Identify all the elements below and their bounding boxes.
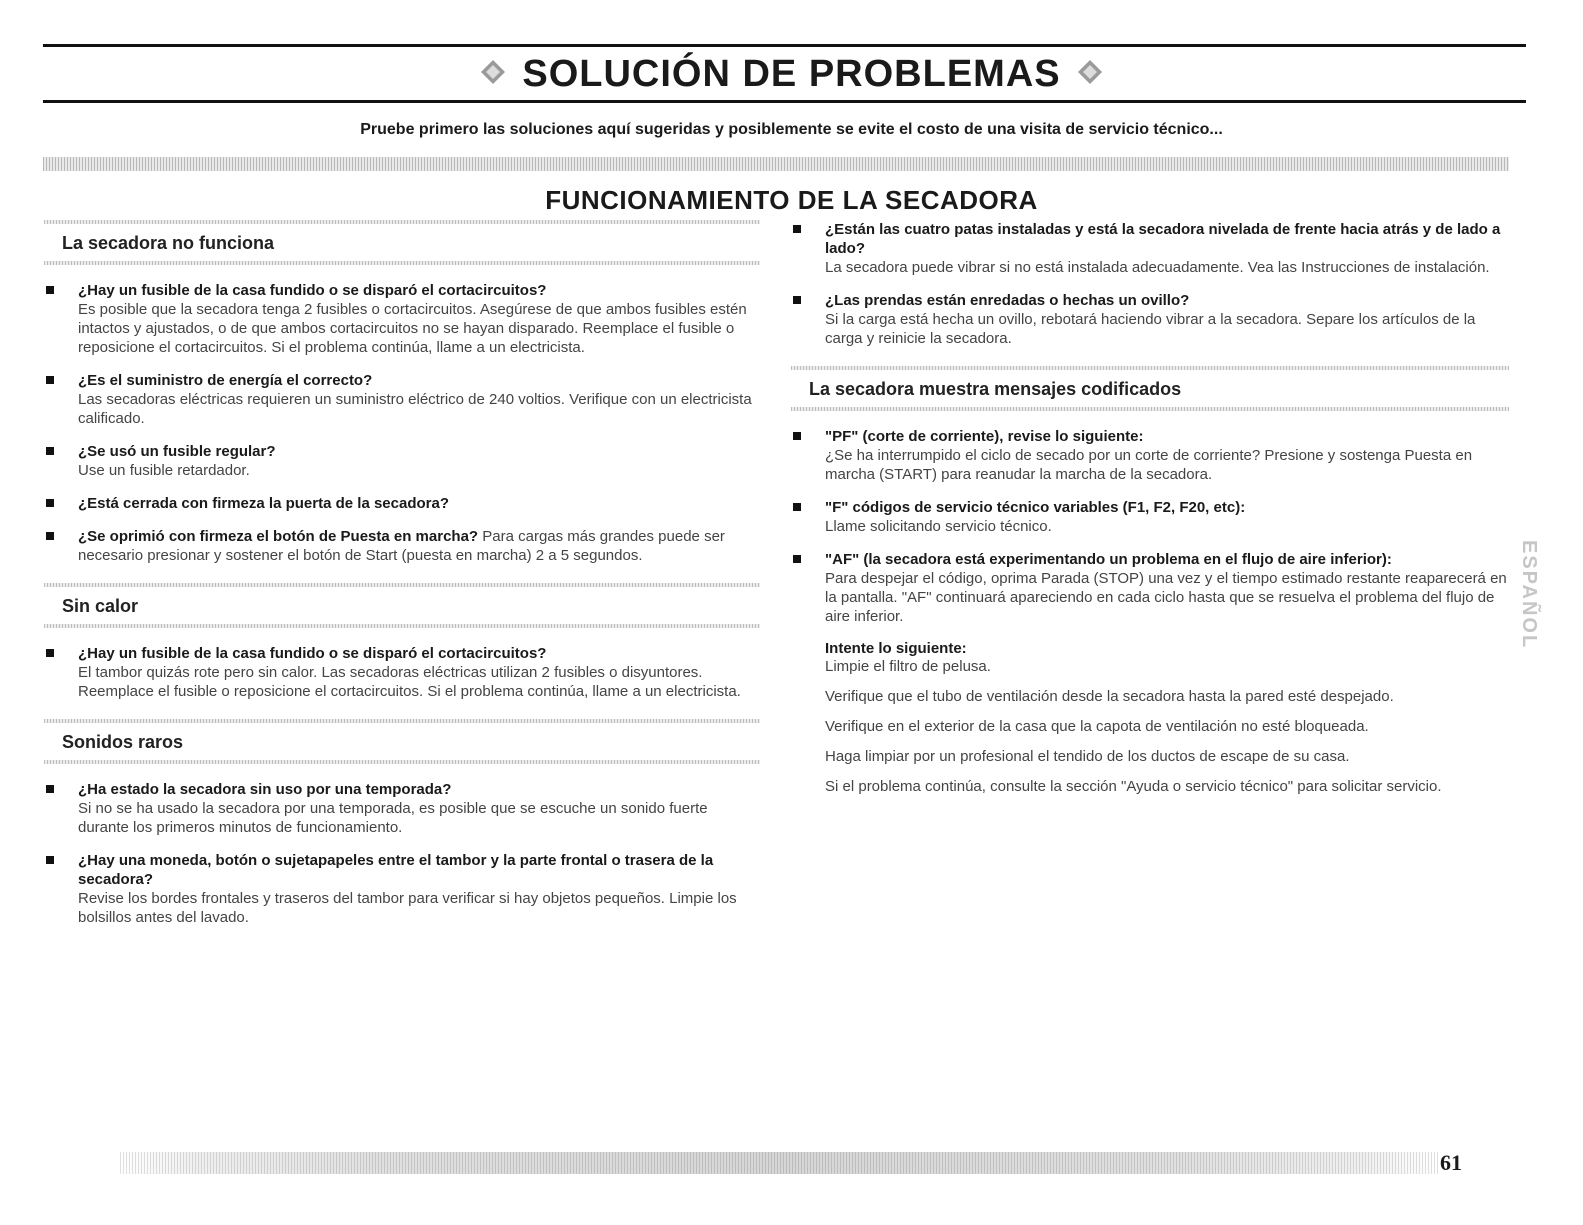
question: ¿Hay una moneda, botón o sujetapapeles entre el tambor y la parte frontal o trasera de la secadora? (78, 852, 714, 888)
bullet-square-icon (46, 649, 54, 657)
diamond-icon (1077, 59, 1103, 85)
bullet-square-icon (46, 499, 54, 507)
question: ¿Están las cuatro patas instaladas y está la secadora nivelada de frente hacia atrás y de lado a lado? (825, 221, 1501, 257)
try-item: Limpie el filtro de pelusa. (825, 658, 991, 675)
page-number: 61 (1440, 1150, 1462, 1175)
answer: Para despejar el código, oprima Parada (STOP) una vez y el tiempo estimado restante reaparecerá en la pantalla. "AF" continuará apareciendo en cada ciclo hasta que se resuelva el problema del flujo de aire inferior. (825, 570, 1507, 625)
page-subtitle: Pruebe primero las soluciones aquí sugeridas y posiblemente se evite el costo de una visita de servicio técnico... (360, 121, 1223, 138)
answer: Use un fusible retardador. (78, 462, 250, 479)
list-item (791, 498, 1509, 536)
bullet-square-icon (46, 376, 54, 384)
question (78, 527, 760, 565)
answer: ¿Se ha interrumpido el ciclo de secado por un corte de corriente? Presione y sostenga Puesta en marcha (START) para reanudar la marcha de la secadora. (825, 447, 1473, 483)
question: "AF" (la secadora está experimentando un problema en el flujo de aire inferior): (825, 551, 1392, 568)
question: "F" códigos de servicio técnico variables (F1, F2, F20, etc): (825, 499, 1246, 516)
side-language-label: ESPAÑOL (1518, 540, 1540, 650)
answer: El tambor quizás rote pero sin calor. Las secadoras eléctricas utilizan 2 fusibles o disyuntores. Reemplace el fusible o reposicione el cortacircuitos. Si el problema continúa, llame a un electricista. (78, 664, 741, 700)
bullet-square-icon (46, 286, 54, 294)
list-item (791, 220, 1509, 277)
list-item (44, 851, 760, 927)
try-heading: Intente lo siguiente: (825, 640, 967, 657)
answer: Revise los bordes frontales y traseros del tambor para verificar si hay objetos pequeños. Limpie los bolsillos antes del lavado. (78, 890, 737, 926)
question: ¿Hay un fusible de la casa fundido o se disparó el cortacircuitos? (78, 282, 547, 299)
answer: La secadora puede vibrar si no está instalada adecuadamente. Vea las Instrucciones de instalación. (825, 259, 1490, 276)
footer-band (120, 1152, 1440, 1174)
question: ¿Hay un fusible de la casa fundido o se disparó el cortacircuitos? (78, 645, 547, 662)
bullet-square-icon (46, 447, 54, 455)
top-rule (43, 44, 1526, 47)
bullet-square-icon (793, 503, 801, 511)
try-item: Verifique en el exterior de la casa que la capota de ventilación no esté bloqueada. (825, 718, 1369, 735)
right-column (791, 220, 1509, 807)
bullet-square-icon (46, 785, 54, 793)
answer: Para cargas más grandes puede ser necesario presionar y sostener el botón de Start (puesta en marcha) 2 a 5 segundos. (78, 528, 725, 564)
list-item (44, 527, 760, 565)
bullet-square-icon (793, 296, 801, 304)
subsection-heading: La secadora muestra mensajes codificados (791, 366, 1509, 411)
question: ¿Está cerrada con firmeza la puerta de la secadora? (78, 495, 449, 512)
list-item (791, 550, 1509, 626)
list-item (44, 371, 760, 428)
title-underline-rule (43, 100, 1526, 103)
try-item: Verifique que el tubo de ventilación desde la secadora hasta la pared esté despejado. (825, 688, 1394, 705)
answer: Si no se ha usado la secadora por una temporada, es posible que se escuche un sonido fuerte durante los primeros minutos de funcionamiento. (78, 800, 708, 836)
bullet-square-icon (793, 555, 801, 563)
list-item (44, 494, 760, 513)
diamond-icon (480, 59, 506, 85)
left-column (44, 220, 760, 941)
subsection-heading: Sin calor (44, 583, 760, 628)
question: "PF" (corte de corriente), revise lo siguiente: (825, 428, 1144, 445)
answer: Es posible que la secadora tenga 2 fusibles o cortacircuitos. Asegúrese de que ambos fusibles estén intactos y ajustados, o de que ambos cortacircuitos no se hayan disparado. Reemplace el fusible o reposicione el cortacircuitos. Si el problema continúa, llame a un electricista. (78, 301, 747, 356)
answer: Si la carga está hecha un ovillo, rebotará haciendo vibrar a la secadora. Separe los artículos de la carga y reinicie la secadora. (825, 311, 1476, 347)
subsection-heading: La secadora no funciona (44, 220, 760, 265)
list-item (44, 644, 760, 701)
bullet-square-icon (46, 856, 54, 864)
question: ¿Ha estado la secadora sin uso por una temporada? (78, 781, 452, 798)
question: ¿Se usó un fusible regular? (78, 443, 276, 460)
page-title-text: SOLUCIÓN DE PROBLEMAS (522, 53, 1061, 95)
list-item (44, 780, 760, 837)
list-item (44, 281, 760, 357)
subsection-heading: Sonidos raros (44, 719, 760, 764)
try-item: Si el problema continúa, consulte la sección "Ayuda o servicio técnico" para solicitar servicio. (825, 778, 1442, 795)
question-text: ¿Se oprimió con firmeza el botón de Puesta en marcha? (78, 528, 479, 545)
question: ¿Es el suministro de energía el correcto? (78, 372, 373, 389)
bullet-square-icon (793, 225, 801, 233)
decorative-band (43, 157, 1509, 171)
section-heading: FUNCIONAMIENTO DE LA SECADORA (545, 185, 1038, 215)
question: ¿Las prendas están enredadas o hechas un ovillo? (825, 292, 1190, 309)
answer: Llame solicitando servicio técnico. (825, 518, 1052, 535)
bullet-square-icon (793, 432, 801, 440)
list-item (791, 427, 1509, 484)
list-item (791, 291, 1509, 348)
try-item: Haga limpiar por un profesional el tendido de los ductos de escape de su casa. (825, 748, 1350, 765)
list-item (44, 442, 760, 480)
page-title (0, 50, 1583, 98)
bullet-square-icon (46, 532, 54, 540)
answer: Las secadoras eléctricas requieren un suministro eléctrico de 240 voltios. Verifique con un electricista calificado. (78, 391, 752, 427)
